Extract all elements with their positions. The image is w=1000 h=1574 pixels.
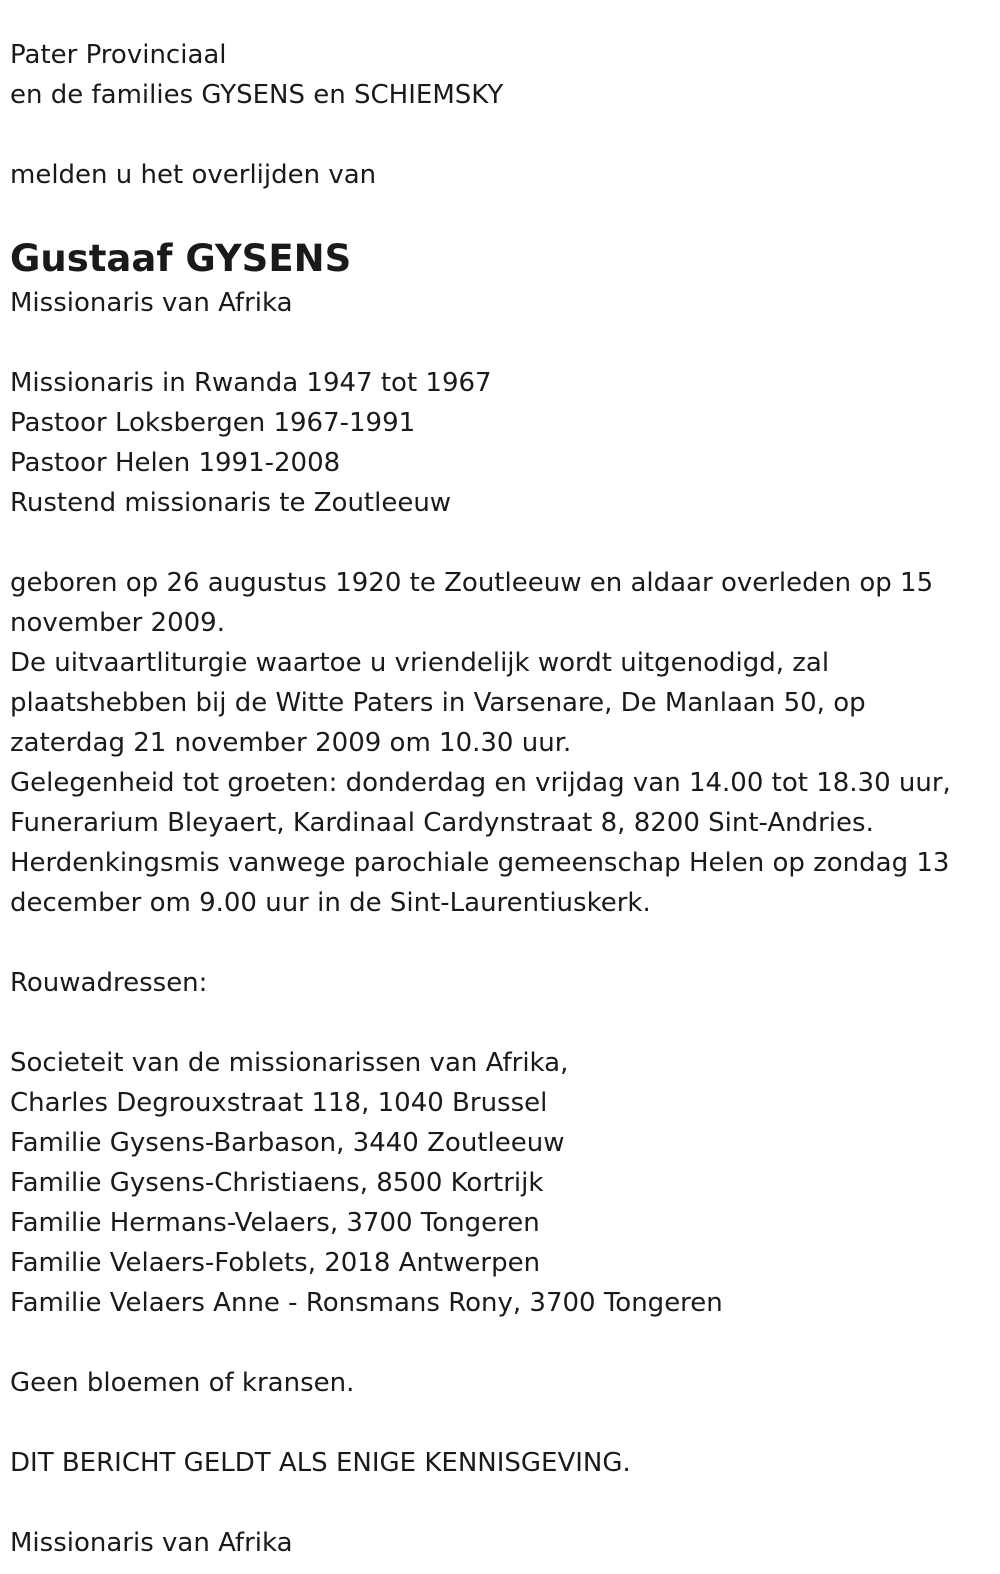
address-line: Familie Gysens-Barbason, 3440 Zoutleeuw (10, 1128, 565, 1158)
career-item: Missionaris in Rwanda 1947 tot 1967 (10, 368, 492, 398)
spacer (10, 1003, 985, 1043)
announcers (10, 35, 985, 115)
deceased-name: Gustaaf GYSENS (10, 237, 352, 280)
details (10, 563, 985, 923)
address-line: Familie Velaers-Foblets, 2018 Antwerpen (10, 1248, 541, 1278)
career-item: Pastoor Loksbergen 1967-1991 (10, 408, 416, 438)
memorial-mass-text: Herdenkingsmis vanwege parochiale gemeenschap Helen op zondag 13 december om 9.00 uur in de Sint-Laurentiuskerk. (10, 848, 950, 918)
spacer (10, 323, 985, 363)
career-item: Pastoor Helen 1991-2008 (10, 448, 341, 478)
career-list (10, 363, 985, 523)
deceased-title: Missionaris van Afrika (10, 288, 293, 318)
spacer (10, 1323, 985, 1363)
address-line: Familie Hermans-Velaers, 3700 Tongeren (10, 1208, 540, 1238)
flowers-note: Geen bloemen of kransen. (10, 1368, 355, 1398)
addresses-heading: Rouwadressen: (10, 968, 208, 998)
address-line: Charles Degrouxstraat 118, 1040 Brussel (10, 1088, 548, 1118)
birth-death-text: geboren op 26 augustus 1920 te Zoutleeuw en aldaar overleden op 15 november 2009. (10, 568, 934, 638)
visitation-text: Gelegenheid tot groeten: donderdag en vrijdag van 14.00 tot 18.30 uur, Funerarium Bleyaert, Kardinaal Cardynstraat 8, 8200 Sint-Andries. (10, 768, 951, 838)
career-item: Rustend missionaris te Zoutleeuw (10, 488, 452, 518)
address-line: Societeit van de missionarissen van Afrika, (10, 1048, 569, 1078)
announcer-line: en de families GYSENS en SCHIEMSKY (10, 80, 504, 110)
spacer (10, 523, 985, 563)
address-line: Familie Velaers Anne - Ronsmans Rony, 3700 Tongeren (10, 1288, 723, 1318)
spacer (10, 923, 985, 963)
address-list (10, 1043, 985, 1323)
spacer (10, 1483, 985, 1523)
notice-statement: DIT BERICHT GELDT ALS ENIGE KENNISGEVING. (10, 1448, 631, 1478)
spacer (10, 195, 985, 235)
funeral-text: De uitvaartliturgie waartoe u vriendelijk wordt uitgenodigd, zal plaatshebben bij de Witte Paters in Varsenare, De Manlaan 50, op zaterdag 21 november 2009 om 10.30 uur. (10, 648, 866, 758)
intro-text: melden u het overlijden van (10, 160, 377, 190)
address-line: Familie Gysens-Christiaens, 8500 Kortrijk (10, 1168, 544, 1198)
announcer-line: Pater Provinciaal (10, 40, 227, 70)
spacer (10, 115, 985, 155)
signature: Missionaris van Afrika (10, 1528, 293, 1558)
spacer (10, 1403, 985, 1443)
obituary-notice (10, 35, 985, 1563)
